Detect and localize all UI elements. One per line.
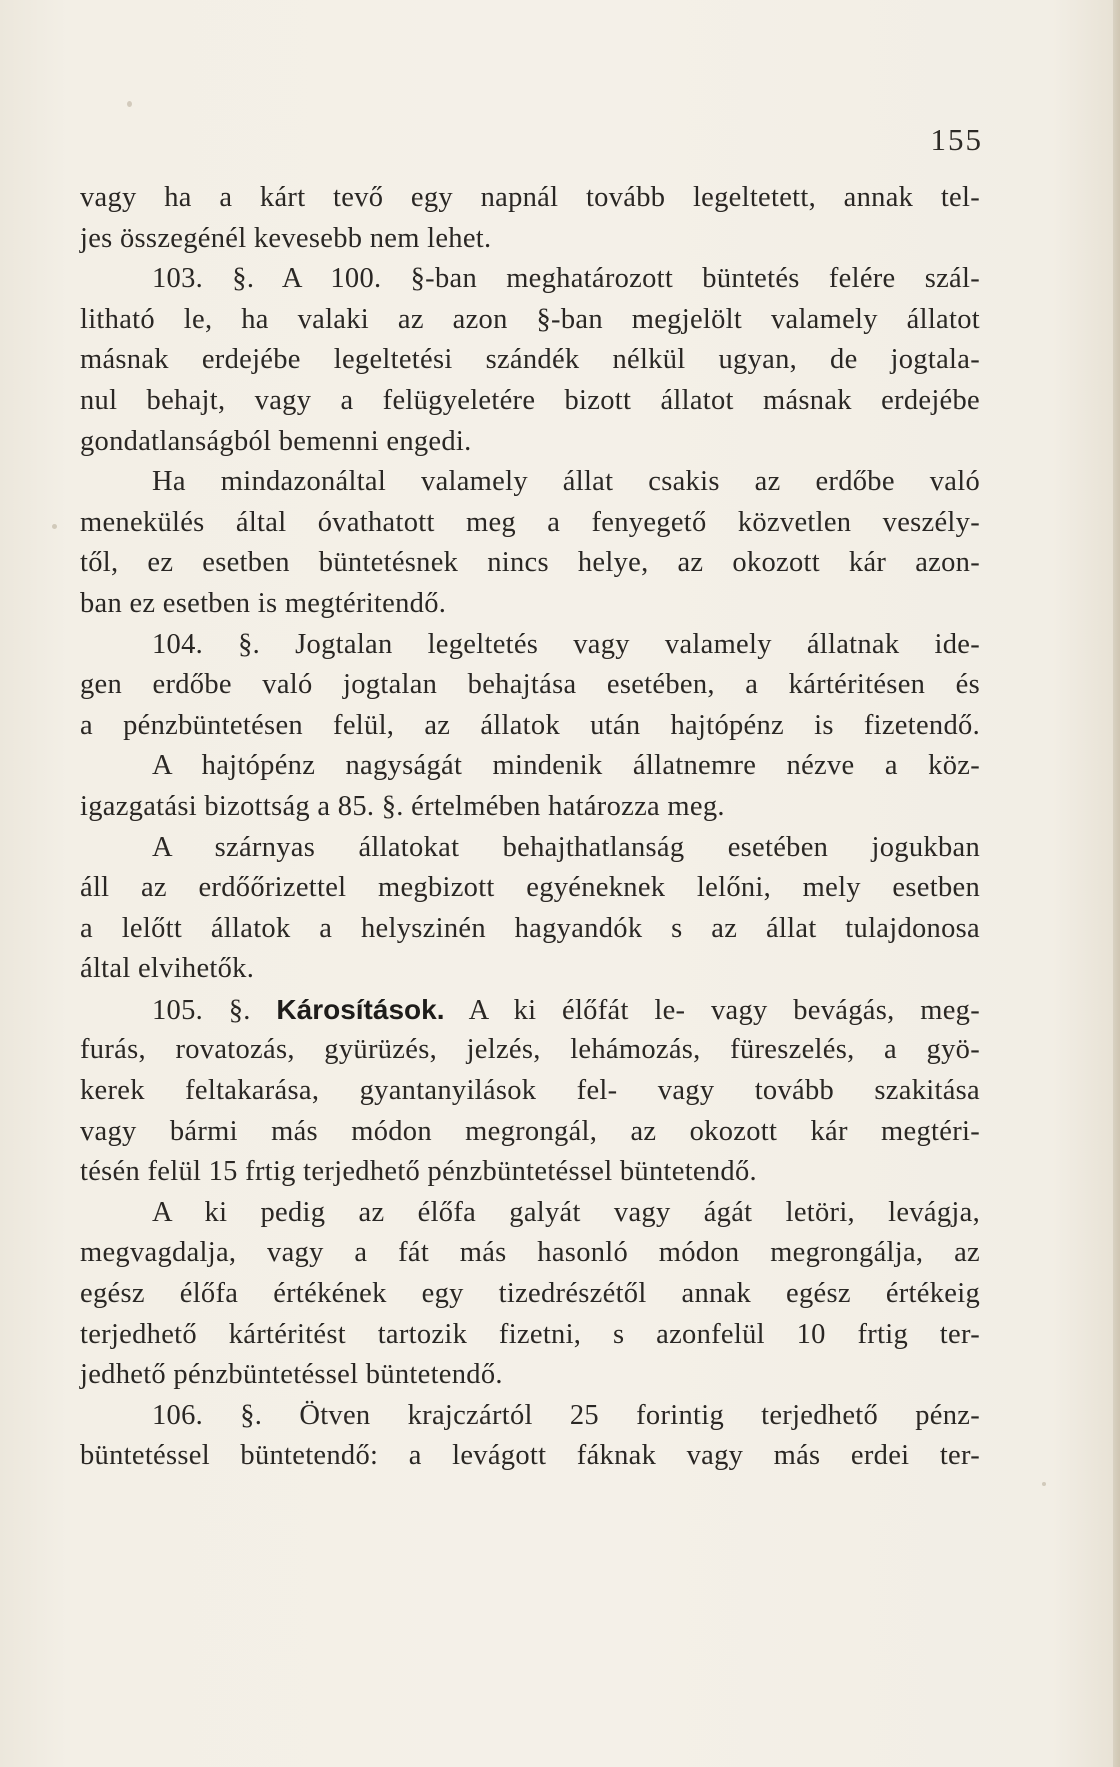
text-line: 104. §. Jogtalan legeltetés vagy valamely állatnak ide- [152, 628, 980, 660]
text-segment: A ki élőfát le- vagy bevágás, meg- [444, 994, 980, 1026]
text-line: jes összegénél kevesebb nem lehet. [80, 222, 492, 254]
text-line: gondatlanságból bemenni engedi. [80, 425, 472, 457]
text-line: 103. §. A 100. §-ban meghatározott büntetés felére szál- [152, 263, 980, 295]
paper-stain [52, 524, 57, 529]
text-line: vagy bármi más módon megrongál, az okozott kár megtéri- [80, 1115, 980, 1147]
text-line: nul behajt, vagy a felügyeletére bizott állatot másnak erdejébe [80, 384, 980, 416]
section-heading: Károsítások. [276, 993, 445, 1025]
text-line: vagy ha a kárt tevő egy napnál tovább legeltetett, annak tel- [80, 182, 980, 213]
text-line: menekülés által óvathatott meg a fenyegető közvetlen veszély- [80, 506, 980, 538]
text-line: furás, rovatozás, gyürüzés, jelzés, lehámozás, füreszelés, a gyö- [80, 1034, 980, 1066]
text-line: litható le, ha valaki az azon §-ban megjelölt valamely állatot [80, 303, 980, 335]
text-line: által elvihetők. [80, 953, 255, 985]
text-line: jedhető pénzbüntetéssel büntetendő. [80, 1359, 503, 1391]
text-line: másnak erdejébe legeltetési szándék nélkül ugyan, de jogtala- [80, 344, 980, 376]
text-line: Ha mindazonáltal valamely állat csakis az erdőbe való [152, 466, 980, 498]
text-line: 106. §. Ötven krajczártól 25 forintig terjedhető pénz- [152, 1399, 980, 1431]
text-line: áll az erdőőrizettel megbizott egyéneknek lelőni, mely esetben [80, 872, 980, 904]
text-line: a lelőtt állatok a helyszinén hagyandók s az állat tulajdonosa [80, 912, 980, 944]
text-line [80, 990, 980, 1031]
paper-stain [1042, 1482, 1046, 1486]
text-line: büntetéssel büntetendő: a levágott fáknak vagy más erdei ter- [80, 1440, 980, 1472]
paper-stain [127, 101, 132, 107]
text-line: ban ez esetben is megtéritendő. [80, 587, 447, 619]
text-line: kerek feltakarása, gyantanyilások fel- vagy tovább szakitása [80, 1075, 980, 1107]
text-line: A hajtópénz nagyságát mindenik állatnemre nézve a köz- [152, 750, 980, 782]
text-line: től, ez esetben büntetésnek nincs helye, az okozott kár azon- [80, 547, 980, 579]
text-line: megvagdalja, vagy a fát más hasonló módon megrongálja, az [80, 1237, 980, 1269]
text-segment: 105. §. [152, 994, 277, 1026]
text-line: egész élőfa értékének egy tizedrészétől annak egész értékeig [80, 1278, 980, 1310]
text-line: terjedhető kártéritést tartozik fizetni, s azonfelül 10 frtig ter- [80, 1318, 980, 1350]
text-line: a pénzbüntetésen felül, az állatok után hajtópénz is fizetendő. [80, 709, 980, 741]
page-edge [1113, 0, 1120, 1767]
text-line: A szárnyas állatokat behajthatlanság esetében jogukban [152, 831, 980, 863]
page-number: 155 [930, 122, 983, 157]
text-line: gen erdőbe való jogtalan behajtása esetében, a kártéritésen és [80, 669, 980, 701]
text-line: A ki pedig az élőfa galyát vagy ágát letöri, levágja, [152, 1196, 980, 1228]
text-line: tésén felül 15 frtig terjedhető pénzbüntetéssel büntetendő. [80, 1156, 757, 1188]
text-line: igazgatási bizottság a 85. §. értelmében határozza meg. [80, 790, 725, 822]
body-text [80, 178, 980, 1477]
